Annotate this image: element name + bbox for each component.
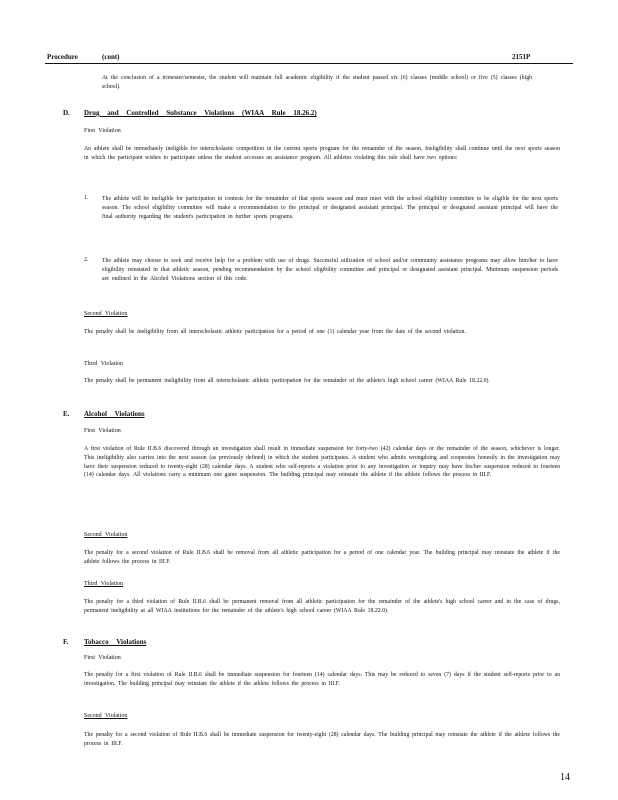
option-1-number: 1. <box>84 195 89 201</box>
section-d-second-heading: Second Violation <box>84 311 128 317</box>
section-d-second-text: The penalty shall be ineligibility from all interscholastic athletic participation for a period of one (1) calendar year from the date of the second violation. <box>84 329 466 335</box>
page-number: 14 <box>560 772 570 783</box>
option-2-number: 2. <box>84 257 89 263</box>
section-f-title: Tobacco Violations <box>84 638 147 646</box>
section-f-first-text: The penalty for a first violation of Rule II.B.6 shall be immediate suspension for fourteen (14) calendar days. This may be reduced to seven (7) days if the student self-reports prior to an investigation. The building principal may reinstate the athlete if the athlete follows the process in III.F. <box>84 672 560 687</box>
section-e-third-heading: Third Violation <box>84 581 124 587</box>
section-d-title: Drug and Controlled Substance Violations (WIAA Rule 18.26.2) <box>84 109 317 117</box>
section-f-second-heading: Second Violation <box>84 713 128 719</box>
section-e-third-text: The penalty for a third violation of Rule II.B.6 shall be permanent removal from all athletic participation for the remainder of the athlete's high school career and in the case of drugs, permanent ineligibility at all WIAA institutions for the remainder of the athlete's high school career (WIAA Rule 18.22.0). <box>84 599 560 614</box>
section-f-letter: F. <box>63 638 69 646</box>
section-f-second-text: The penalty for a second violation of Rule II.B.6 shall be immediate suspension for twenty-eight (28) calendar days. The building principal may reinstate the athlete if the athlete follows the process in III.F. <box>84 732 560 747</box>
section-d-letter: D. <box>63 109 70 117</box>
section-d-third-heading: Third Violation <box>84 361 124 367</box>
section-e-second-heading: Second Violation <box>84 532 128 538</box>
header-divider <box>45 63 573 64</box>
section-f-first-heading: First Violation <box>84 655 121 661</box>
section-e-first-text: A first violation of Rule II.B.6 discovered through an investigation shall result in immediate suspension for forty-two (42) calendar days or the remainder of the season, whichever is longer. This ineligibility also carries into the next season (as previously defined) in which the student participates. A student who admits wrongdoing and cooperates honestly in the investigation may have their suspension reduced to twenty-eight (28) calendar days. A student who self-reports a violation prior to any investigation or inquiry may have his/her suspension reduced to fourteen (14) calendar days. All violations carry a minimum one game suspension. The building principal may reinstate the athlete if the athlete follows the process in III.F. <box>84 446 560 479</box>
header-section-label: Procedure <box>47 53 78 61</box>
header-cont-label: (cont) <box>102 53 120 61</box>
section-e-letter: E. <box>63 410 70 418</box>
policy-number: 2151P <box>512 53 531 61</box>
option-2-text: The athlete may choose to seek and receive help for a problem with use of drugs. Successful utilization of school and/or community assistance programs may allow him/her to have eligibility reinstated in that athletic season, pending recommendation by the school eligibility committee and principal or designated assistant principal. Minimum suspension periods are outlined in the Alcohol Violations section of this code. <box>102 258 558 282</box>
section-d-first-text: An athlete shall be immediately ineligible for interscholastic competition in the current sports program for the remainder of the season. Ineligibility shall continue until the next sports season in which the participant wishes to participate unless the student accesses an assistance program. All athletes violating this rule shall have two options: <box>84 146 560 161</box>
option-1-text: The athlete will be ineligible for participation in contests for the remainder of that sports season and must meet with the school eligibility committee to be eligible for the next sports season. The school eligibility committee will make a recommendation to the principal or designated assistant principal. The principal or designated assistant principal will have the final authority regarding the student's participation in further sports programs. <box>102 196 558 220</box>
section-e-second-text: The penalty for a second violation of Rule II.B.6 shall be removal from all athletic participation for a period of one calendar year. The building principal may reinstate the athlete if the athlete follows the process in III.F. <box>84 550 560 565</box>
section-e-first-heading: First Violation <box>84 428 121 434</box>
section-d-first-heading: First Violation <box>84 128 121 134</box>
section-d-third-text: The penalty shall be permanent ineligibility from all interscholastic athletic participation for the remainder of the athlete's high school career (WIAA Rule 18.22.0). <box>84 378 490 384</box>
section-e-title: Alcohol Violations <box>84 410 145 418</box>
intro-paragraph: At the conclusion of a trimester/semester, the student will maintain full academic eligibility if the student passed six (6) classes (middle school) or five (5) classes (high school). <box>102 75 532 90</box>
